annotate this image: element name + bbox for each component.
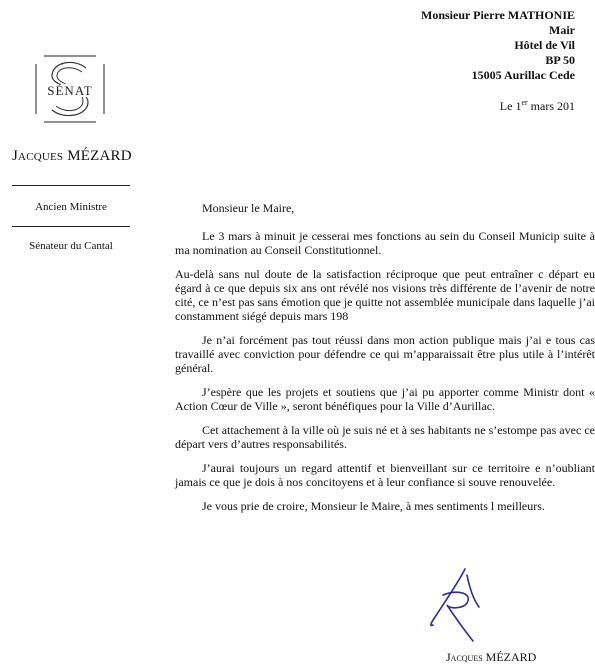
paragraph: J’espère que les projets et soutiens que j’ai pu apporter comme Ministr dont « Action Cœur de Ville », seront bénéfiques pour la Ville d’Aurillac. xyxy=(175,385,595,413)
paragraph: Je n’ai forcément pas tout réussi dans mon action publique mais j’ai e tous cas travaillé avec conviction pour défendre ce qui m’apparaissait être plus utile à l’intérêt général. xyxy=(175,333,595,375)
senat-logo xyxy=(34,54,106,124)
paragraph: J’aurai toujours un regard attentif et bienveillant sur ce territoire e n’oubliant jamais ce que je dois à nos concitoyens et à leur confiance si souve renouvelée. xyxy=(175,461,595,489)
recipient-title: Mair xyxy=(549,23,575,37)
handwritten-signature xyxy=(423,565,495,645)
sender-first-rest: acques xyxy=(18,148,64,164)
recipient-name: Monsieur Pierre MATHONIE xyxy=(421,8,575,22)
paragraph: Cet attachement à la ville où je suis né et à ses habitants ne s’estompe pas avec ce départ vers d’autres responsabilités. xyxy=(175,423,595,451)
sender-role-senator: Sénateur du Cantal xyxy=(29,240,113,252)
divider-bottom xyxy=(12,226,130,227)
paragraph: Au-delà sans nul doute de la satisfaction réciproque que peut entraîner c départ eu égard à ce que depuis six ans ont révélé nos visions très différente de l’avenir de notre cité, ce n’est pas sans émotion que je quitte not assemblée municipale dans laquelle j’ai constamment siégé depuis mars 198 xyxy=(175,267,595,323)
paragraph: Je vous prie de croire, Monsieur le Maire, à mes sentiments l meilleurs. xyxy=(202,499,545,513)
recipient-po-box: BP 50 xyxy=(545,53,575,67)
signer-name: Jacques MÉZARD xyxy=(446,650,537,664)
sender-role-former-minister: Ancien Ministre xyxy=(35,201,107,213)
paragraph: Le 3 mars à minuit je cesserai mes fonctions au sein du Conseil Municip suite à ma nomination au Conseil Constitutionnel. xyxy=(175,229,595,257)
date-suffix: mars 201 xyxy=(527,99,575,113)
sender-first-initial: J xyxy=(12,148,19,164)
salutation: Monsieur le Maire, xyxy=(202,201,295,215)
recipient-address xyxy=(275,8,575,83)
sender-name xyxy=(12,148,152,165)
recipient-building: Hôtel de Vil xyxy=(514,38,575,52)
letter-date xyxy=(375,98,575,114)
date-prefix: Le 1 xyxy=(499,99,522,113)
sender-last-name: MÉZARD xyxy=(67,148,132,164)
date-ordinal: er xyxy=(521,98,528,107)
recipient-city: 15005 Aurillac Cede xyxy=(471,68,575,82)
senat-logo-text: SÉNAT xyxy=(47,83,93,98)
divider-top xyxy=(12,185,130,186)
letter-body xyxy=(175,229,595,523)
